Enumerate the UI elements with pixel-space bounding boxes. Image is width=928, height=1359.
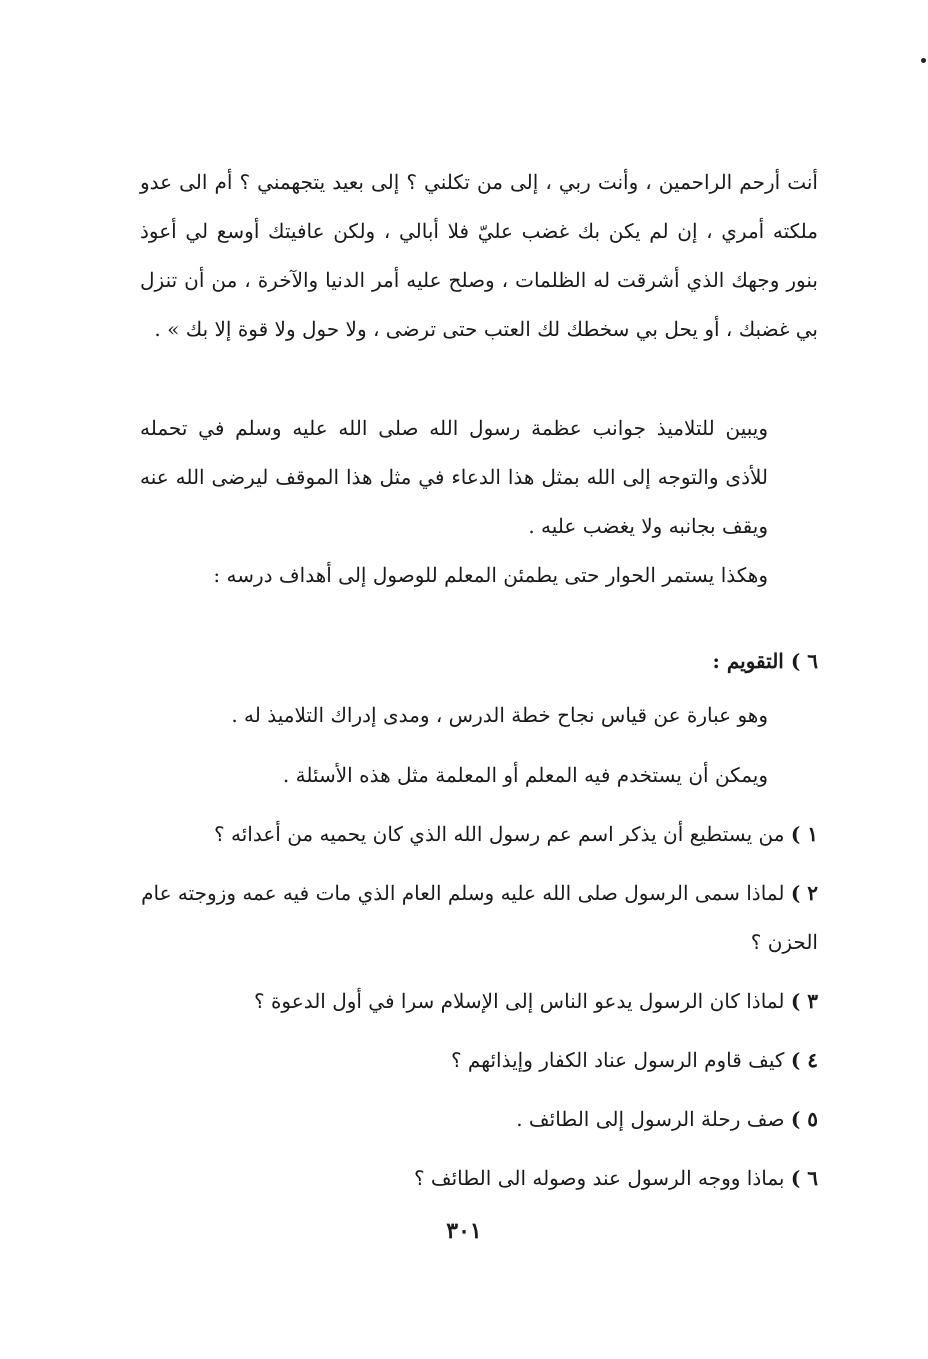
question-item [140,977,818,1026]
question-item [140,810,818,859]
question-item [140,869,818,967]
question-text: بماذا ووجه الرسول عند وصوله الى الطائف ؟ [413,1166,785,1190]
question-text: من يستطيع أن يذكر اسم عم رسول الله الذي كان يحميه من أعدائه ؟ [214,822,785,846]
question-item [140,1095,818,1144]
paragraph-text: ويبين للتلاميذ جوانب عظمة رسول الله صلى الله عليه وسلم في تحمله للأذى والتوجه إلى الله بمثل هذا الدعاء في مثل هذا الموقف ليرضى الله عنه ويقف بجانبه ولا يغضب عليه . [140,416,768,538]
section-intro [140,691,818,800]
paragraph-prayer [140,158,818,354]
question-text: لماذا سمى الرسول صلى الله عليه وسلم العام الذي مات فيه عمه وزوجته عام الحزن ؟ [141,881,818,954]
margin-mark [921,58,926,63]
question-number: ٣ ) [790,989,818,1013]
question-item [140,1036,818,1085]
section-heading [140,637,818,686]
question-number: ٥ ) [790,1107,818,1131]
section-number: ٦ ) [790,649,818,673]
intro-line-1: وهو عبارة عن قياس نجاح خطة الدرس ، ومدى إدراك التلاميذ له . [231,703,768,727]
question-item [140,1154,818,1203]
questions-list [140,810,818,1203]
paragraph-text: أنت أرحم الراحمين ، وأنت ربي ، إلى من تكلني ؟ إلى بعيد يتجهمني ؟ أم الى عدو ملكته أمري ، إن لم يكن بك غضب عليّ فلا أبالي ، ولكن عافيتك أوسع لي أعوذ بنور وجهك الذي أشرقت له الظلمات ، وصلح عليه أمر الدنيا والآخرة ، من أن تنزل بي غضبك ، أو يحل بي سخطك لك العتب حتى ترضى ، ولا حول ولا قوة إلا بك » . [140,170,818,341]
page-number: ٣٠١ [446,1218,482,1244]
section-title: التقويم : [712,649,784,673]
question-text: صف رحلة الرسول إلى الطائف . [516,1107,785,1131]
question-number: ٢ ) [790,881,818,905]
paragraph-dialogue [140,551,818,600]
question-text: كيف قاوم الرسول عناد الكفار وإيذائهم ؟ [450,1048,785,1072]
intro-line-2: ويمكن أن يستخدم فيه المعلم أو المعلمة مثل هذه الأسئلة . [282,763,768,787]
paragraph-text: وهكذا يستمر الحوار حتى يطمئن المعلم للوصول إلى أهداف درسه : [213,563,768,587]
question-text: لماذا كان الرسول يدعو الناس إلى الإسلام سرا في أول الدعوة ؟ [253,989,785,1013]
question-number: ٦ ) [790,1166,818,1190]
paragraph-explanation [140,404,818,551]
question-number: ١ ) [790,822,818,846]
question-number: ٤ ) [790,1048,818,1072]
